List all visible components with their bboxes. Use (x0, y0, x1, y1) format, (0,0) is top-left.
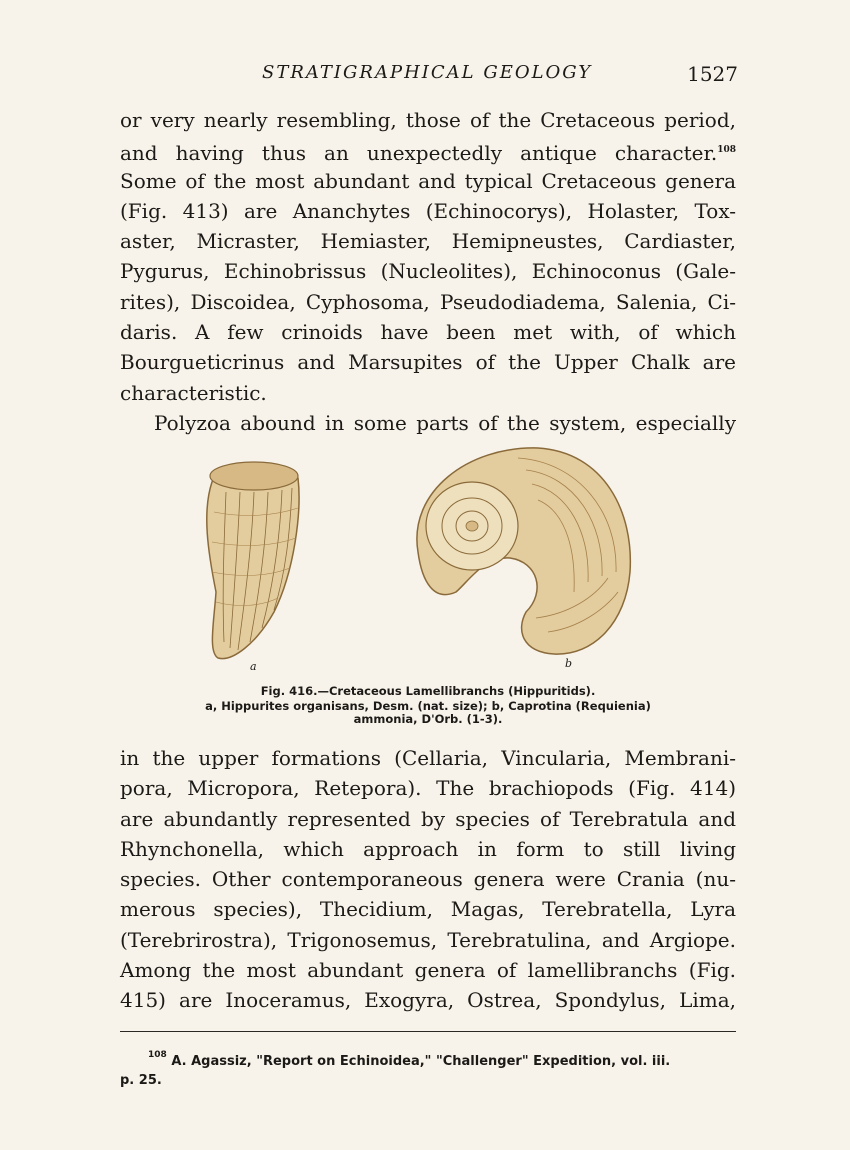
footnote (120, 1046, 736, 1090)
text-line: species. Other contemporaneous genera were Crania (nu- (120, 867, 736, 892)
text-line: Rhynchonella, which approach in form to still living (120, 836, 736, 861)
text-line: aster, Micraster, Hemiaster, Hemipneustes, Cardiaster, (120, 229, 736, 254)
text-line: merous species), Thecidium, Magas, Terebratella, Lyra (120, 897, 736, 922)
text-line: Pygurus, Echinobrissus (Nucleolites), Echinoconus (Gale- (120, 259, 736, 284)
footnote-rule (120, 1031, 736, 1032)
text-line: characteristic. (120, 380, 267, 405)
text-line: in the upper formations (Cellaria, Vincularia, Membrani- (120, 746, 736, 770)
running-title: STRATIGRAPHICAL GEOLOGY (262, 62, 593, 83)
text-line: Polyzoa abound in some parts of the system, especially (154, 410, 736, 435)
text-line: Bourgueticrinus and Marsupites of the Upper Chalk are (120, 350, 736, 375)
text-line: (Terebrirostra), Trigonosemus, Terebratulina, and Argiope. (120, 927, 736, 952)
caprotina-illustration (398, 442, 638, 660)
figure-caption-line: a, Hippurites organisans, Desm. (nat. size); b, Caprotina (Requienia) (205, 699, 651, 713)
text-line: or very nearly resembling, those of the Cretaceous period, (120, 108, 736, 132)
hippurites-illustration (194, 452, 306, 664)
text-line: rites), Discoidea, Cyphosoma, Pseudodiadema, Salenia, Ci- (120, 289, 736, 314)
figure-caption-line: ammonia, D'Orb. (1-3). (353, 712, 503, 726)
text-line: are abundantly represented by species of Terebratula and (120, 806, 736, 831)
paragraph-top (120, 105, 736, 438)
footnote-line: p. 25. (120, 1073, 162, 1088)
footnote-reference[interactable]: 108 (717, 145, 736, 156)
text-line: Among the most abundant genera of lamellibranchs (Fig. (120, 958, 736, 983)
text-line: Some of the most abundant and typical Cretaceous genera (120, 168, 736, 193)
text-line: 415) are Inoceramus, Exogyra, Ostrea, Spondylus, Lima, (120, 988, 736, 1013)
footnote-number: 108 (148, 1050, 167, 1060)
figure-label-a: a (250, 660, 257, 673)
page-number: 1527 (687, 62, 738, 86)
footnote-text: A. Agassiz, "Report on Echinoidea," "Challenger" Expedition, vol. iii. (171, 1054, 671, 1069)
running-head (120, 62, 738, 90)
text-line: pora, Micropora, Retepora). The brachiopods (Fig. 414) (120, 776, 736, 801)
figure-416 (120, 440, 736, 740)
text-line (120, 135, 736, 165)
figure-caption-title: Fig. 416.—Cretaceous Lamellibranchs (Hippuritids). (260, 684, 596, 698)
footnote-line (120, 1046, 736, 1071)
text-line: (Fig. 413) are Ananchytes (Echinocorys), Holaster, Tox- (120, 198, 736, 223)
text-line: daris. A few crinoids have been met with, of which (120, 320, 736, 345)
figure-label-b: b (565, 657, 573, 670)
paragraph-bottom (120, 743, 736, 1016)
text-line-content: and having thus an unexpectedly antique character. (120, 141, 718, 166)
